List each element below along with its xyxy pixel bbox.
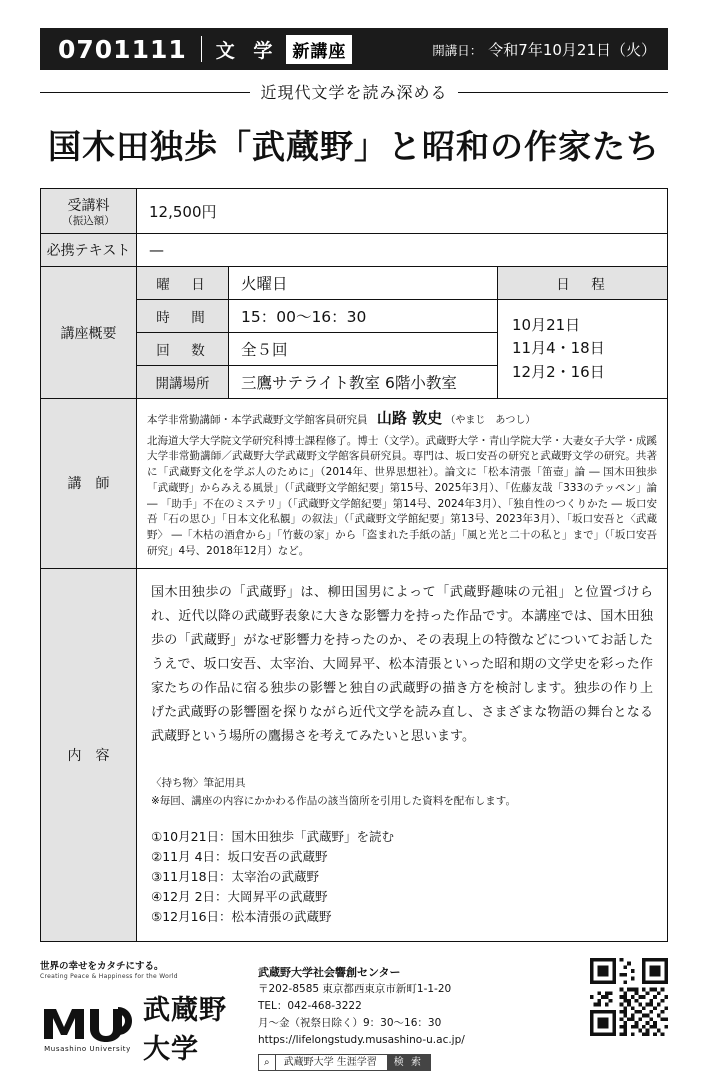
table-row-textbook [41,234,668,267]
footer-brand [40,958,240,1066]
teacher-bio: 北海道大学大学院文学研究科博士課程修了。博士（文学）。武蔵野大学・青山学院大学・大妻女子大学・成蹊大学非常勤講師／武蔵野大学武蔵野文学館客員研究員。専門は、坂口安吾の研究と武蔵野文学の研究。共著に「武蔵野文化を学ぶ人のために」（2014年、世界思想社）。論文に「松本清張「笛壺」論 ― 国木田独歩「武蔵野」からみえる風景」（「武蔵野文学館紀要」第15号、2025年3月）、「佐藤友哉「333のテッペン」論 ― 「助手」不在のミステリ」（「武蔵野文学館紀要」第14号、2024年3月）、「独自性のつくりかた ― 坂口安吾「石の思ひ」「日本文化私観」の叙法」（「武蔵野文学館紀要」第13号、2023年3月）、「坂口安吾と〈武蔵野〉 ―「木枯の酒倉から」「竹薮の家」から「盗まれた手紙の話」「風と光と二十の私と」まで」（「坂口安吾研究」4号、2018年12月）など。 [147,434,657,557]
fee-label-sub: （振込額） [62,215,115,227]
content-body: 国木田独歩の「武蔵野」は、柳田国男によって「武蔵野趣味の元祖」と位置づけられ、近代以降の武蔵野表象に大きな影響力を持った作品です。本講座では、国木田独歩の「武蔵野」がなぜ影響力を持ったのか、その表現上の特徴などについてお話したうえで、坂口安吾、太宰治、大岡昇平、松本清張といった昭和期の文学史を彩った作家たちの作品に宿る独歩の影響と独自の武蔵野の描き方を検討します。独歩の作り上げた武蔵野の影響圏を探りながら近代文学を読み直し、さまざまな物語の舞台となる武蔵野という場所の鷹揚さを考えてみたいと思います。 [151,584,653,744]
schedule-list [497,300,667,399]
start-date-label: 開講日： [432,42,483,58]
subtitle [40,80,668,103]
logo-row [40,988,240,1066]
schedule-line: 11月4・18日 [511,339,605,358]
search-row [258,1054,584,1071]
search-icon: ⌕ [259,1055,276,1070]
course-genre: 文 学 [215,39,279,62]
search-button[interactable]: 検 索 [387,1055,430,1070]
day-label: 曜 日 [137,267,229,300]
start-date-value: 令和7年10月21日（火） [488,40,656,59]
session-item: ⑤12月16日：松本清張の武蔵野 [151,908,332,924]
fee-value: 12,500円 [137,189,668,234]
center-hours: 月～金（祝祭日除く）9：30～16：30 [258,1016,442,1029]
search-box[interactable] [258,1054,431,1071]
brand-slogan: 世界の幸せをカタチにする。 [40,960,164,972]
place-value: 三鷹サテライト教室 6階小教室 [229,366,498,399]
content-note-handout: ※毎回、講座の内容にかかわる作品の該当箇所を引用した資料を配布します。 [151,794,516,807]
center-name: 武蔵野大学社会響創センター [258,965,401,979]
table-row-content [41,568,668,941]
content-note-items: 〈持ち物〉筆記用具 [151,776,246,789]
center-address: 〒202-8585 東京都西東京市新町1-1-20 [258,983,452,996]
teacher-kana: （やまじ あつし） [445,415,536,427]
footer [40,958,668,1071]
place-label: 開講場所 [137,366,229,399]
textbook-value: — [137,234,668,267]
fee-label-text: 受講料 [67,198,110,214]
time-value: 15：00～16：30 [229,300,498,333]
content-notes [151,775,653,811]
qr-code-icon [590,958,668,1036]
logo-university-en: Musashino University [44,1044,131,1053]
teacher-name: 山路 敦史 [376,409,443,428]
logo-university-jp: 武蔵野大学 [143,994,227,1065]
day-value: 火曜日 [229,267,498,300]
session-item: ④12月 2日：大岡昇平の武蔵野 [151,888,328,904]
session-item: ②11月 4日：坂口安吾の武蔵野 [151,848,328,864]
page-title: 国木田独歩「武蔵野」と昭和の作家たち [48,127,660,166]
musashino-logo-icon [40,1001,135,1053]
center-url[interactable]: https://lifelongstudy.musashino-u.ac.jp/ [258,1033,465,1046]
content-label: 内 容 [41,568,137,941]
teacher-info [137,399,668,569]
header-bar [40,28,668,70]
search-query: 武蔵野大学 生涯学習 [283,1056,377,1068]
table-row-day [41,267,668,300]
brand-slogan-en: Creating Peace & Happiness for the World [40,972,178,980]
session-item: ③11月18日：太宰治の武蔵野 [151,868,320,884]
table-row-fee [41,189,668,234]
table-row-teacher [41,399,668,569]
fee-label [41,189,137,234]
course-number: 0701111 [58,34,187,64]
new-course-badge: 新講座 [286,35,352,64]
teacher-title: 本学非常勤講師・本学武蔵野文学館客員研究員 [147,414,368,427]
footer-contact [240,958,584,1071]
session-list [151,827,653,927]
course-detail-table [40,188,668,942]
count-label: 回 数 [137,333,229,366]
schedule-line: 12月2・16日 [511,362,605,381]
schedule-line: 10月21日 [511,316,581,335]
subtitle-text: 近現代文学を読み深める [250,83,457,102]
content-body-cell [137,568,668,941]
textbook-label: 必携テキスト [41,234,137,267]
overview-label: 講座概要 [41,267,137,399]
header-divider [201,36,202,62]
start-date [432,39,656,60]
time-label: 時 間 [137,300,229,333]
schedule-header: 日 程 [497,267,667,300]
count-value: 全５回 [229,333,498,366]
teacher-label: 講 師 [41,399,137,569]
teacher-name-row [147,407,657,430]
center-tel: TEL：042-468-3222 [258,999,362,1012]
session-item: ①10月21日：国木田独歩「武蔵野」を読む [151,828,395,844]
